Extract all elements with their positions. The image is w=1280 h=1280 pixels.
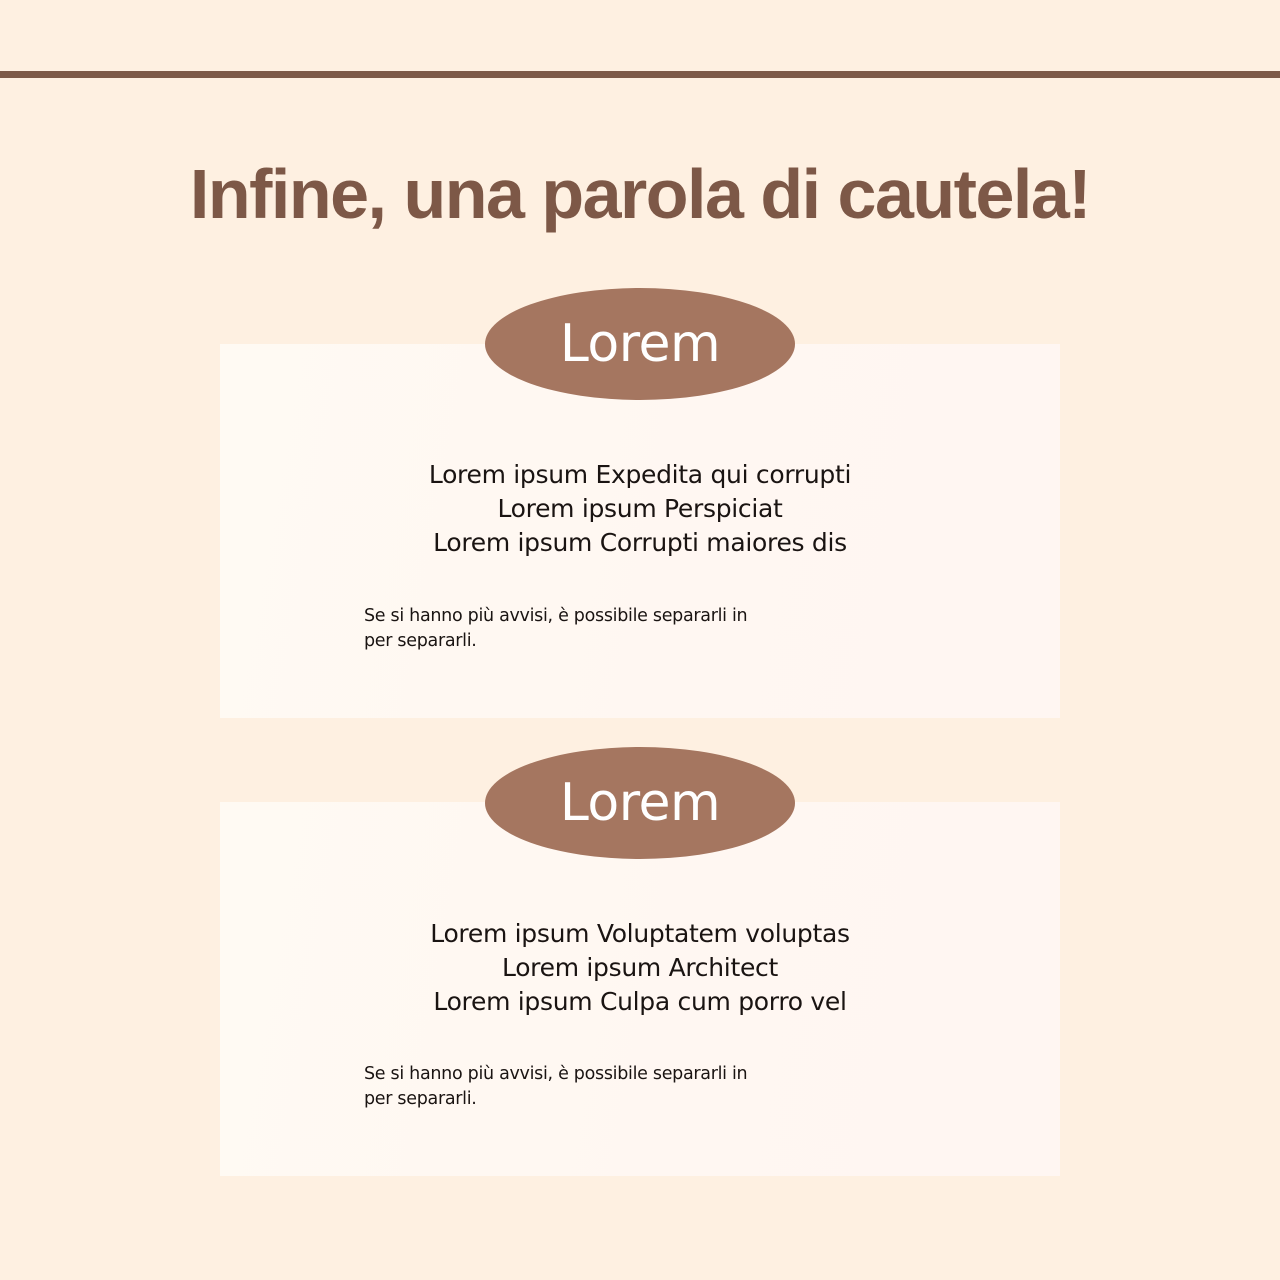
section-lines-2: [220, 917, 1060, 1019]
section-note-1: [364, 604, 784, 654]
section-line: Lorem ipsum Culpa cum porro vel: [433, 987, 847, 1016]
section-line: Lorem ipsum Voluptatem voluptas: [430, 919, 850, 948]
note-line: Se si hanno più avvisi, è possibile separarli in: [364, 606, 748, 626]
section-note-2: [364, 1062, 784, 1112]
section-line: Lorem ipsum Architect: [502, 953, 778, 982]
note-line: per separarli.: [364, 1089, 477, 1109]
section-badge-1: Lorem: [485, 288, 795, 400]
note-line: Se si hanno più avvisi, è possibile separarli in: [364, 1064, 748, 1084]
section-line: Lorem ipsum Corrupti maiores dis: [433, 528, 847, 557]
section-line: Lorem ipsum Expedita qui corrupti: [428, 460, 852, 489]
page-title: Infine, una parola di cautela!: [189, 155, 1091, 233]
note-line: per separarli.: [364, 631, 477, 651]
section-lines-1: [220, 458, 1060, 560]
section-line: Lorem ipsum Perspiciat: [497, 494, 783, 523]
section-badge-2: Lorem: [485, 747, 795, 859]
top-divider-line: [0, 71, 1280, 78]
